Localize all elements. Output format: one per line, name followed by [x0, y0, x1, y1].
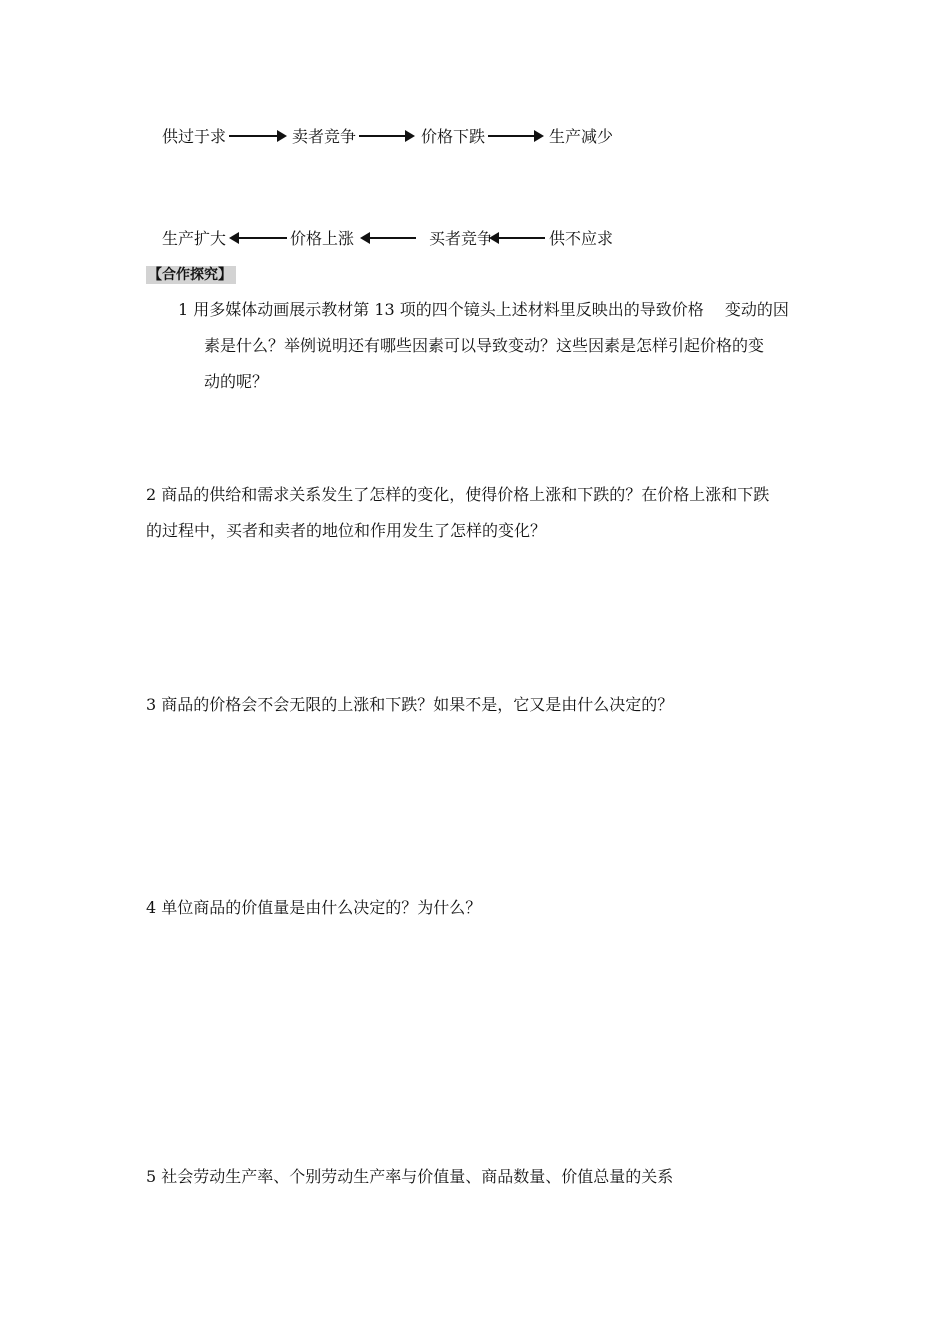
question-1-line-2: 素是什么？举例说明还有哪些因素可以导致变动？这些因素是怎样引起价格的变 [204, 336, 765, 355]
right-arrow-icon [359, 130, 415, 142]
flow2-step-4: 供不应求 [549, 229, 614, 248]
question-3 [146, 687, 673, 723]
question-2 [146, 477, 769, 549]
question-5 [146, 1159, 673, 1195]
flow1-step-1: 供过于求 [162, 127, 227, 146]
right-arrow-icon [229, 130, 287, 142]
right-arrow-icon [488, 130, 544, 142]
flow2-step-3: 买者竞争 [429, 229, 494, 248]
question-4-line-1: 4 单位商品的价值量是由什么决定的？为什么？ [146, 898, 482, 917]
question-1 [178, 292, 789, 400]
left-arrow-icon [229, 232, 287, 244]
flow2-step-1: 生产扩大 [162, 229, 227, 248]
question-2-line-1: 2 商品的供给和需求关系发生了怎样的变化，使得价格上涨和下跌的？在价格上涨和下跌 [146, 485, 770, 504]
question-1-line-1: 1 用多媒体动画展示教材第 13 项的四个镜头上述材料里反映出的导致价格 变动的因 [178, 300, 789, 319]
flow2-step-2: 价格上涨 [290, 229, 355, 248]
question-1-line-3: 动的呢？ [204, 372, 269, 391]
question-3-line-1: 3 商品的价格会不会无限的上涨和下跌？如果不是，它又是由什么决定的？ [146, 695, 674, 714]
question-5-line-1: 5 社会劳动生产率、个别劳动生产率与价值量、商品数量、价值总量的关系 [146, 1167, 674, 1186]
question-2-line-2: 的过程中，买者和卖者的地位和作用发生了怎样的变化？ [146, 521, 547, 540]
flow1-step-3: 价格下跌 [421, 127, 486, 146]
question-4 [146, 890, 481, 926]
left-arrow-icon [489, 232, 545, 244]
section-heading-cooperative-inquiry: 【合作探究】 [146, 266, 236, 284]
left-arrow-icon [360, 232, 416, 244]
flow1-step-2: 卖者竞争 [292, 127, 357, 146]
flow1-step-4: 生产减少 [549, 127, 614, 146]
